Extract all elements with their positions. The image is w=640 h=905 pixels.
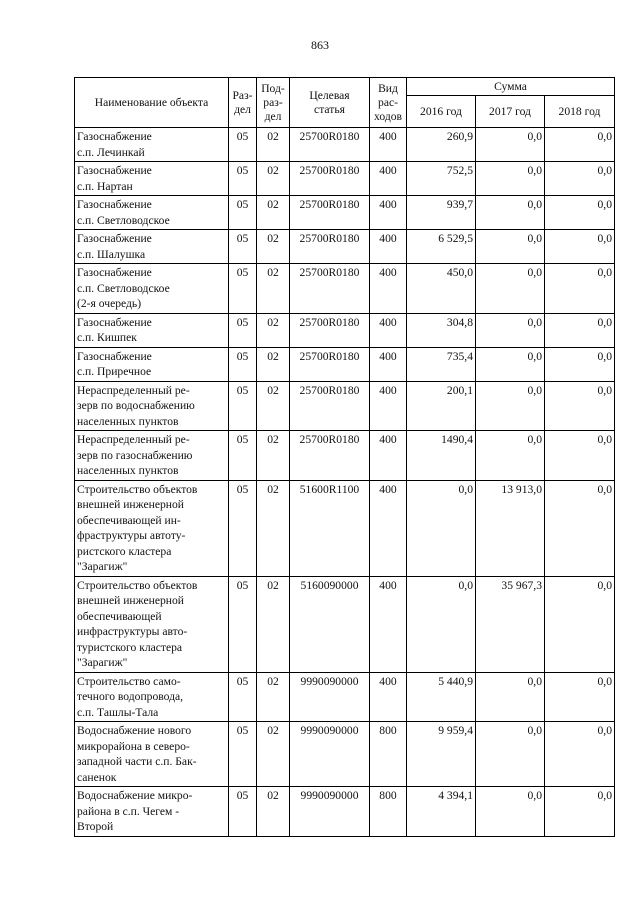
- sum-2018-cell: 0,0: [545, 480, 615, 576]
- object-name-cell: Нераспределенный ре- зерв по водоснабжению населенных пунктов: [75, 381, 229, 431]
- sum-2017-cell: 13 913,0: [476, 480, 545, 576]
- target-article-cell: 25700R0180: [290, 128, 370, 162]
- expense-type-cell: 400: [370, 196, 407, 230]
- section-cell: 05: [229, 264, 257, 314]
- section-cell: 05: [229, 347, 257, 381]
- expense-type-cell: 400: [370, 128, 407, 162]
- expense-type-cell: 400: [370, 381, 407, 431]
- sum-2018-cell: 0,0: [545, 722, 615, 787]
- section-cell: 05: [229, 196, 257, 230]
- page-number: 863: [311, 38, 329, 52]
- sum-2017-cell: 0,0: [476, 313, 545, 347]
- subsection-cell: 02: [257, 431, 290, 481]
- object-name-cell: Водоснабжение микро- района в с.п. Чегем - Второй: [75, 787, 229, 837]
- sum-2018-cell: 0,0: [545, 347, 615, 381]
- sum-2017-cell: 0,0: [476, 230, 545, 264]
- sum-2016-cell: 450,0: [407, 264, 476, 314]
- section-cell: 05: [229, 313, 257, 347]
- subsection-cell: 02: [257, 576, 290, 672]
- sum-2016-cell: 260,9: [407, 128, 476, 162]
- sum-2018-cell: 0,0: [545, 128, 615, 162]
- object-name-cell: Строительство объектов внешней инженерной обеспечивающей ин- фраструктуры автоту- ристского кластера "Зарагиж": [75, 480, 229, 576]
- sum-2018-cell: 0,0: [545, 313, 615, 347]
- table-row: [75, 196, 615, 230]
- sum-2018-cell: 0,0: [545, 431, 615, 481]
- subsection-cell: 02: [257, 196, 290, 230]
- header-subsection: Под- раз- дел: [257, 78, 290, 128]
- expense-type-cell: 400: [370, 576, 407, 672]
- sum-2017-cell: 35 967,3: [476, 576, 545, 672]
- object-name-cell: Водоснабжение нового микрорайона в северо- западной части с.п. Бак- саненок: [75, 722, 229, 787]
- expense-type-cell: 400: [370, 480, 407, 576]
- target-article-cell: 9990090000: [290, 672, 370, 722]
- subsection-cell: 02: [257, 347, 290, 381]
- sum-2018-cell: 0,0: [545, 230, 615, 264]
- object-name-cell: Газоснабжение с.п. Светловодское: [75, 196, 229, 230]
- subsection-cell: 02: [257, 672, 290, 722]
- object-name-cell: Газоснабжение с.п. Кишпек: [75, 313, 229, 347]
- sum-2017-cell: 0,0: [476, 128, 545, 162]
- expense-type-cell: 400: [370, 431, 407, 481]
- target-article-cell: 9990090000: [290, 722, 370, 787]
- sum-2018-cell: 0,0: [545, 787, 615, 837]
- sum-2016-cell: 6 529,5: [407, 230, 476, 264]
- target-article-cell: 51600R1100: [290, 480, 370, 576]
- sum-2017-cell: 0,0: [476, 162, 545, 196]
- header-year-2018: 2018 год: [545, 96, 615, 128]
- section-cell: 05: [229, 672, 257, 722]
- section-cell: 05: [229, 431, 257, 481]
- object-name-cell: Газоснабжение с.п. Приречное: [75, 347, 229, 381]
- sum-2016-cell: 0,0: [407, 576, 476, 672]
- target-article-cell: 25700R0180: [290, 381, 370, 431]
- expense-type-cell: 400: [370, 230, 407, 264]
- sum-2016-cell: 752,5: [407, 162, 476, 196]
- sum-2016-cell: 200,1: [407, 381, 476, 431]
- sum-2017-cell: 0,0: [476, 264, 545, 314]
- table-row: [75, 162, 615, 196]
- table-body: [75, 128, 615, 837]
- table-row: [75, 230, 615, 264]
- expense-type-cell: 800: [370, 722, 407, 787]
- subsection-cell: 02: [257, 381, 290, 431]
- object-name-cell: Газоснабжение с.п. Светловодское (2-я очередь): [75, 264, 229, 314]
- target-article-cell: 25700R0180: [290, 162, 370, 196]
- object-name-cell: Строительство само- течного водопровода, с.п. Ташлы-Тала: [75, 672, 229, 722]
- target-article-cell: 25700R0180: [290, 230, 370, 264]
- header-sum: Сумма: [407, 78, 615, 96]
- section-cell: 05: [229, 787, 257, 837]
- table-row: [75, 264, 615, 314]
- target-article-cell: 25700R0180: [290, 431, 370, 481]
- target-article-cell: 25700R0180: [290, 347, 370, 381]
- expense-type-cell: 400: [370, 672, 407, 722]
- subsection-cell: 02: [257, 264, 290, 314]
- table-row: [75, 787, 615, 837]
- header-expense-type: Вид рас- ходов: [370, 78, 407, 128]
- object-name-cell: Нераспределенный ре- зерв по газоснабжению населенных пунктов: [75, 431, 229, 481]
- table-row: [75, 672, 615, 722]
- object-name-cell: Строительство объектов внешней инженерной обеспечивающей инфраструктуры авто- туристского кластера "Зарагиж": [75, 576, 229, 672]
- subsection-cell: 02: [257, 313, 290, 347]
- target-article-cell: 5160090000: [290, 576, 370, 672]
- target-article-cell: 9990090000: [290, 787, 370, 837]
- expense-type-cell: 400: [370, 162, 407, 196]
- sum-2018-cell: 0,0: [545, 672, 615, 722]
- table-row: [75, 480, 615, 576]
- target-article-cell: 25700R0180: [290, 196, 370, 230]
- target-article-cell: 25700R0180: [290, 313, 370, 347]
- object-name-cell: Газоснабжение с.п. Шалушка: [75, 230, 229, 264]
- header-target-article: Целевая статья: [290, 78, 370, 128]
- sum-2016-cell: 0,0: [407, 480, 476, 576]
- section-cell: 05: [229, 230, 257, 264]
- sum-2016-cell: 9 959,4: [407, 722, 476, 787]
- sum-2016-cell: 735,4: [407, 347, 476, 381]
- sum-2018-cell: 0,0: [545, 196, 615, 230]
- subsection-cell: 02: [257, 162, 290, 196]
- section-cell: 05: [229, 722, 257, 787]
- sum-2017-cell: 0,0: [476, 672, 545, 722]
- header-name: Наименование объекта: [75, 78, 229, 128]
- object-name-cell: Газоснабжение с.п. Лечинкай: [75, 128, 229, 162]
- sum-2017-cell: 0,0: [476, 347, 545, 381]
- sum-2017-cell: 0,0: [476, 431, 545, 481]
- subsection-cell: 02: [257, 722, 290, 787]
- table-row: [75, 313, 615, 347]
- section-cell: 05: [229, 480, 257, 576]
- sum-2018-cell: 0,0: [545, 576, 615, 672]
- section-cell: 05: [229, 381, 257, 431]
- sum-2018-cell: 0,0: [545, 381, 615, 431]
- budget-table: [74, 77, 615, 837]
- target-article-cell: 25700R0180: [290, 264, 370, 314]
- expense-type-cell: 800: [370, 787, 407, 837]
- table-row: [75, 347, 615, 381]
- sum-2016-cell: 4 394,1: [407, 787, 476, 837]
- subsection-cell: 02: [257, 480, 290, 576]
- sum-2016-cell: 1490,4: [407, 431, 476, 481]
- sum-2018-cell: 0,0: [545, 162, 615, 196]
- header-section: Раз- дел: [229, 78, 257, 128]
- sum-2017-cell: 0,0: [476, 787, 545, 837]
- sum-2018-cell: 0,0: [545, 264, 615, 314]
- subsection-cell: 02: [257, 787, 290, 837]
- sum-2017-cell: 0,0: [476, 722, 545, 787]
- section-cell: 05: [229, 128, 257, 162]
- table-row: [75, 576, 615, 672]
- sum-2016-cell: 304,8: [407, 313, 476, 347]
- section-cell: 05: [229, 576, 257, 672]
- sum-2016-cell: 939,7: [407, 196, 476, 230]
- subsection-cell: 02: [257, 128, 290, 162]
- table-row: [75, 128, 615, 162]
- header-year-2016: 2016 год: [407, 96, 476, 128]
- table-row: [75, 381, 615, 431]
- sum-2016-cell: 5 440,9: [407, 672, 476, 722]
- expense-type-cell: 400: [370, 313, 407, 347]
- sum-2017-cell: 0,0: [476, 196, 545, 230]
- table-row: [75, 431, 615, 481]
- header-year-2017: 2017 год: [476, 96, 545, 128]
- subsection-cell: 02: [257, 230, 290, 264]
- expense-type-cell: 400: [370, 264, 407, 314]
- expense-type-cell: 400: [370, 347, 407, 381]
- table-row: [75, 722, 615, 787]
- object-name-cell: Газоснабжение с.п. Нартан: [75, 162, 229, 196]
- section-cell: 05: [229, 162, 257, 196]
- sum-2017-cell: 0,0: [476, 381, 545, 431]
